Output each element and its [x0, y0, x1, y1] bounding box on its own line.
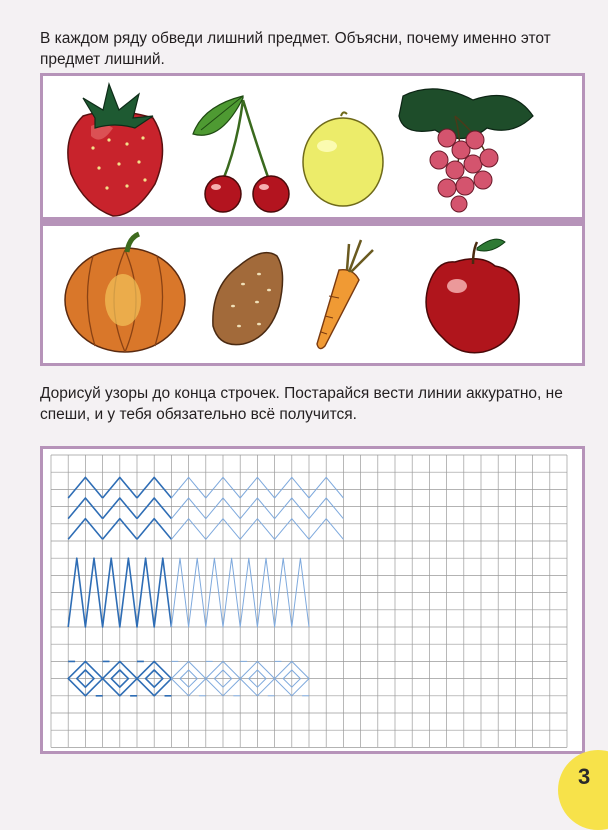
lemon-illustration[interactable] [303, 112, 383, 206]
potato-illustration[interactable] [213, 253, 283, 345]
page-number: 3 [578, 764, 591, 789]
picture-row-vegetables [43, 226, 582, 363]
pumpkin-illustration[interactable] [65, 234, 185, 352]
page-number-badge [558, 750, 608, 830]
cherries-illustration[interactable] [193, 96, 289, 212]
objects-frame [40, 73, 585, 366]
redcurrant-illustration[interactable] [399, 89, 533, 212]
strawberry-illustration[interactable] [68, 84, 163, 216]
picture-row-fruits [43, 76, 582, 217]
grid-lines [51, 455, 567, 747]
task-1-instruction: В каждом ряду обведи лишний предмет. Объясни, почему именно этот предмет лишний. [40, 30, 551, 68]
pattern-grid-frame [40, 446, 585, 754]
rows-divider [43, 217, 582, 226]
carrot-illustration[interactable] [317, 240, 373, 349]
task-2-instruction: Дорисуй узоры до конца строчек. Постарайся вести линии аккуратно, не спеши, и у тебя обязательно всё получится. [40, 385, 563, 423]
graph-paper[interactable] [43, 449, 582, 751]
apple-illustration[interactable] [426, 239, 519, 353]
